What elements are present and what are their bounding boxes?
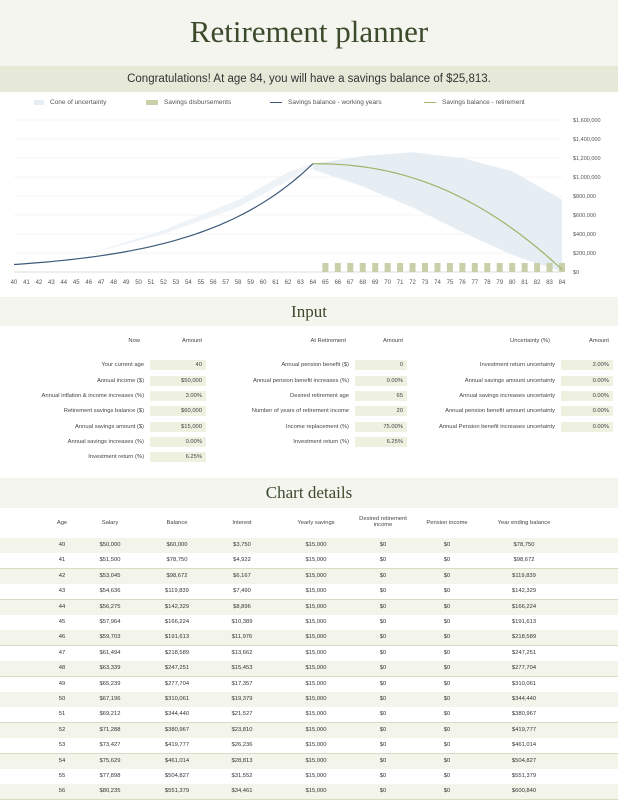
- table-cell: $80,235: [99, 788, 121, 795]
- cone-of-uncertainty: [313, 152, 562, 272]
- x-tick-label: 75: [446, 280, 454, 286]
- input-label: Annual savings amount ($): [75, 424, 144, 430]
- table-row: [0, 569, 618, 585]
- table-cell: $73,427: [99, 742, 121, 749]
- table-row: [0, 600, 618, 616]
- x-tick-label: 68: [359, 280, 367, 286]
- input-col2-header: At Retirement: [310, 338, 346, 344]
- table-cell: $21,527: [231, 711, 253, 718]
- table-header-cell: Salary: [101, 520, 119, 526]
- disbursement-bar: [347, 263, 353, 272]
- table-cell: $504,827: [164, 773, 190, 779]
- x-tick-label: 63: [297, 280, 304, 286]
- table-cell: $551,379: [511, 773, 537, 779]
- legend-retirement-label: Savings balance - retirement: [442, 99, 525, 106]
- table-cell: $59,703: [99, 634, 121, 641]
- input-label: Income replacement (%): [285, 424, 349, 430]
- table-cell: $0: [379, 711, 387, 718]
- page-title: Retirement planner: [189, 14, 429, 49]
- table-cell: $15,000: [305, 542, 327, 548]
- table-cell: $0: [443, 773, 451, 779]
- table-header-cell: Interest: [232, 520, 252, 526]
- x-tick-label: 76: [459, 280, 466, 286]
- x-tick-label: 69: [371, 280, 379, 286]
- table-cell: $191,613: [511, 619, 537, 625]
- table-cell: $78,750: [166, 557, 188, 564]
- input-value-field[interactable]: 20: [355, 406, 407, 416]
- x-tick-label: 50: [135, 280, 142, 286]
- table-cell: $0: [379, 665, 387, 672]
- table-cell: $380,967: [511, 711, 537, 718]
- table-cell: $0: [443, 619, 451, 625]
- table-cell: $166,224: [511, 603, 537, 610]
- table-cell: $56,275: [99, 603, 121, 610]
- x-tick-label: 72: [409, 280, 416, 286]
- x-tick-label: 74: [434, 280, 441, 286]
- legend-working-label: Savings balance - working years: [288, 99, 382, 106]
- congrats-banner: Congratulations! At age 84, you will have a savings balance of $25,813.: [0, 66, 618, 92]
- table-cell: $380,967: [164, 726, 190, 733]
- table-cell: $15,000: [305, 726, 327, 733]
- legend-cone-swatch: [34, 100, 44, 105]
- table-cell: $0: [443, 726, 451, 733]
- table-row: [0, 738, 618, 754]
- x-tick-label: 54: [185, 280, 192, 286]
- input-value-field[interactable]: 0.00%: [561, 391, 613, 401]
- table-row: [0, 707, 618, 723]
- table-cell: $50,000: [99, 542, 121, 548]
- legend-cone: [34, 99, 106, 106]
- legend-disbursements: [146, 99, 231, 106]
- table-cell: $6,167: [233, 572, 251, 579]
- working-balance-line: [14, 164, 313, 265]
- x-tick-label: 65: [322, 280, 329, 286]
- table-cell: $15,000: [305, 742, 327, 749]
- input-label: Annual pension benefit ($): [281, 362, 349, 368]
- table-row: [0, 784, 618, 800]
- table-cell: $26,236: [231, 742, 253, 749]
- table-header-cell: Pension income: [426, 520, 468, 526]
- x-tick-label: 61: [272, 280, 279, 286]
- table-cell: 55: [58, 773, 66, 779]
- legend-cone-label: Cone of uncertainty: [50, 99, 107, 106]
- table-cell: 56: [58, 788, 66, 795]
- input-value-field[interactable]: $15,000: [150, 422, 206, 432]
- x-tick-label: 58: [234, 280, 242, 286]
- x-tick-label: 49: [122, 280, 130, 286]
- table-cell: $75,629: [99, 757, 121, 764]
- input-col1-header: Now: [128, 338, 140, 344]
- table-cell: $69,212: [99, 711, 121, 718]
- input-section: [0, 326, 618, 470]
- x-tick-label: 52: [160, 280, 167, 286]
- disbursement-bar: [522, 263, 528, 272]
- table-cell: $17,357: [231, 680, 253, 687]
- disbursement-bar: [534, 263, 540, 272]
- disbursement-bar: [360, 263, 366, 272]
- table-header-cell: Yearly savings: [297, 520, 335, 526]
- table-cell: $15,000: [305, 649, 327, 656]
- y-tick-label: $0: [573, 270, 580, 276]
- table-cell: $0: [379, 557, 387, 564]
- table-cell: $0: [379, 572, 387, 579]
- table-cell: $504,827: [511, 757, 537, 764]
- table-cell: $0: [379, 742, 387, 749]
- table-header-cell: Year ending balance: [497, 520, 551, 526]
- table-cell: $67,196: [99, 696, 121, 702]
- disbursement-bar: [422, 263, 428, 272]
- details-table-header: [0, 508, 618, 538]
- input-value-field[interactable]: $50,000: [150, 376, 206, 386]
- table-cell: $28,813: [231, 757, 253, 764]
- table-row: [0, 692, 618, 708]
- table-cell: 53: [58, 742, 66, 749]
- table-cell: $98,672: [166, 572, 188, 579]
- table-cell: $54,636: [99, 588, 121, 595]
- table-row: [0, 584, 618, 600]
- x-tick-label: 80: [508, 280, 516, 286]
- input-value-field[interactable]: 6.25%: [355, 437, 407, 447]
- x-tick-label: 53: [172, 280, 180, 286]
- table-cell: $53,045: [99, 572, 121, 579]
- x-tick-label: 66: [334, 280, 342, 286]
- table-cell: $60,000: [166, 542, 188, 548]
- input-title: Input: [291, 302, 327, 321]
- table-row: [0, 538, 618, 554]
- table-cell: 48: [58, 665, 66, 672]
- table-cell: $15,000: [305, 619, 327, 625]
- table-cell: 54: [58, 757, 66, 764]
- x-tick-label: 84: [558, 280, 566, 286]
- x-tick-label: 60: [259, 280, 267, 286]
- table-cell: $142,329: [164, 603, 190, 610]
- x-tick-label: 64: [309, 280, 317, 286]
- table-row: [0, 769, 618, 785]
- table-cell: $0: [443, 572, 451, 579]
- table-cell: $0: [443, 588, 451, 595]
- table-cell: 47: [58, 649, 66, 656]
- table-cell: $461,014: [164, 757, 190, 764]
- table-header-cell: Desired retirement income: [359, 516, 407, 528]
- disbursement-bar: [434, 263, 440, 272]
- legend-disbursements-swatch: [146, 100, 158, 105]
- table-cell: $247,251: [164, 665, 190, 672]
- x-tick-label: 59: [247, 280, 254, 286]
- table-row: [0, 630, 618, 646]
- x-tick-label: 41: [23, 280, 30, 286]
- table-cell: $277,704: [164, 680, 190, 687]
- x-tick-label: 77: [471, 280, 479, 286]
- table-row: [0, 615, 618, 631]
- table-row: [0, 677, 618, 693]
- x-tick-label: 83: [546, 280, 553, 286]
- table-cell: 46: [58, 634, 66, 641]
- legend-retirement: [424, 99, 525, 106]
- input-label: Investment return uncertainty: [479, 362, 555, 368]
- disbursement-bar: [459, 263, 465, 272]
- table-cell: $142,329: [511, 588, 537, 595]
- x-tick-label: 56: [209, 280, 217, 286]
- table-cell: $551,379: [164, 788, 190, 795]
- x-tick-label: 57: [222, 280, 230, 286]
- disbursement-bar: [497, 263, 503, 272]
- table-cell: $13,662: [231, 649, 253, 656]
- table-cell: $461,014: [511, 742, 537, 749]
- x-tick-label: 81: [521, 280, 528, 286]
- table-cell: $0: [443, 680, 451, 687]
- table-cell: $419,777: [511, 726, 537, 733]
- disbursement-bar: [335, 263, 341, 272]
- table-row: [0, 646, 618, 662]
- table-cell: $61,494: [99, 649, 121, 656]
- table-cell: $0: [379, 542, 387, 548]
- table-cell: 44: [58, 603, 66, 610]
- input-value-field[interactable]: 6.25%: [150, 452, 206, 462]
- input-col3-amount-header: Amount: [589, 338, 609, 344]
- table-cell: $15,000: [305, 757, 327, 764]
- table-cell: 50: [58, 696, 66, 702]
- x-tick-label: 42: [35, 280, 43, 286]
- disbursement-bar: [397, 263, 403, 272]
- x-tick-label: 73: [421, 280, 429, 286]
- input-value-field[interactable]: 40: [150, 360, 206, 370]
- input-label: Annual Pension benefit increases uncertainty: [438, 424, 555, 430]
- table-cell: $600,840: [511, 788, 537, 795]
- table-cell: $0: [379, 696, 387, 702]
- table-cell: $57,964: [99, 619, 121, 625]
- table-cell: $15,000: [305, 711, 327, 718]
- table-cell: $3,750: [233, 542, 251, 548]
- disbursement-bar: [547, 263, 553, 272]
- x-tick-label: 82: [533, 280, 541, 286]
- input-value-field[interactable]: 0.00%: [561, 422, 613, 432]
- table-cell: $0: [443, 665, 451, 672]
- table-cell: $119,839: [165, 588, 189, 595]
- y-tick-label: $1,400,000: [573, 137, 601, 143]
- x-tick-label: 44: [60, 280, 68, 286]
- input-label: Annual pension benefit increases (%): [252, 378, 349, 384]
- table-cell: $0: [379, 634, 387, 641]
- table-cell: $15,000: [305, 588, 327, 595]
- chart-legend: [0, 96, 618, 112]
- input-label: Investment return (%): [88, 454, 144, 460]
- table-cell: $0: [443, 603, 451, 610]
- input-value-field[interactable]: 0: [355, 360, 407, 370]
- table-cell: $0: [443, 542, 451, 548]
- table-header-cell: Balance: [166, 520, 188, 526]
- table-cell: $419,777: [164, 742, 190, 749]
- x-tick-label: 62: [284, 280, 292, 286]
- x-tick-label: 40: [10, 280, 18, 286]
- table-cell: $15,000: [305, 665, 327, 672]
- input-value-field[interactable]: 65: [355, 391, 407, 401]
- input-value-field[interactable]: 0.00%: [561, 376, 613, 386]
- table-cell: $0: [443, 788, 451, 795]
- table-cell: $0: [443, 634, 451, 641]
- x-tick-label: 67: [346, 280, 354, 286]
- table-cell: $191,613: [164, 634, 190, 641]
- x-tick-label: 51: [147, 280, 155, 286]
- x-tick-label: 43: [48, 280, 55, 286]
- input-value-field[interactable]: $60,000: [150, 406, 206, 416]
- input-col1-amount-header: Amount: [182, 338, 202, 344]
- table-cell: $277,704: [511, 665, 537, 672]
- input-label: Annual pension benefit amount uncertainty: [445, 408, 555, 414]
- disbursement-bar: [447, 263, 453, 272]
- input-label: Number of years of retirement income: [251, 408, 349, 414]
- disbursement-bar: [472, 263, 478, 272]
- table-cell: $0: [443, 557, 451, 564]
- table-cell: $51,500: [99, 557, 121, 564]
- input-col2-amount-header: Amount: [383, 338, 403, 344]
- table-header-cell: Age: [56, 520, 68, 526]
- table-cell: $310,061: [164, 696, 190, 702]
- table-cell: $31,552: [231, 773, 253, 779]
- input-value-field[interactable]: 0.00%: [150, 437, 206, 447]
- table-cell: 40: [58, 542, 66, 548]
- table-cell: $0: [443, 711, 451, 718]
- input-label: Annual inflation & income increases (%): [41, 393, 144, 399]
- table-cell: $15,000: [305, 557, 327, 564]
- table-cell: $19,379: [231, 696, 253, 702]
- table-cell: $34,461: [231, 788, 253, 795]
- table-cell: $15,000: [305, 696, 327, 702]
- table-cell: $15,453: [231, 665, 253, 672]
- table-cell: $344,440: [511, 696, 537, 702]
- table-cell: $78,750: [513, 542, 535, 548]
- legend-retirement-swatch: [424, 102, 436, 104]
- table-cell: $11,976: [231, 634, 253, 641]
- input-value-field[interactable]: 0.00%: [355, 376, 407, 386]
- table-cell: $0: [379, 603, 387, 610]
- input-value-field[interactable]: 0.00%: [561, 406, 613, 416]
- x-tick-label: 71: [396, 280, 404, 286]
- x-tick-label: 55: [197, 280, 205, 286]
- y-tick-label: $1,600,000: [573, 118, 601, 124]
- table-cell: $7,490: [233, 588, 251, 595]
- table-cell: $0: [379, 788, 387, 795]
- table-cell: $0: [379, 757, 387, 764]
- table-cell: $15,000: [305, 572, 327, 579]
- input-label: Retirement savings balance ($): [63, 408, 144, 414]
- table-cell: $4,922: [233, 557, 251, 564]
- table-cell: $0: [379, 680, 387, 687]
- table-cell: $0: [443, 649, 451, 656]
- table-cell: $0: [443, 696, 451, 702]
- table-cell: $8,896: [233, 603, 251, 610]
- table-cell: $0: [379, 726, 387, 733]
- legend-working: [270, 99, 382, 106]
- details-title: Chart details: [265, 483, 353, 502]
- table-cell: $10,389: [231, 619, 253, 625]
- input-col3-header: Uncertainty (%): [510, 338, 550, 344]
- x-tick-label: 70: [384, 280, 391, 286]
- table-cell: $218,589: [511, 634, 537, 641]
- table-cell: 52: [58, 726, 66, 733]
- input-label: Desired retirement age: [290, 393, 349, 399]
- input-value-field[interactable]: 75.00%: [355, 422, 407, 432]
- table-cell: $0: [443, 757, 451, 764]
- y-tick-label: $600,000: [573, 213, 596, 219]
- table-row: [0, 661, 618, 677]
- x-tick-label: 78: [483, 280, 491, 286]
- table-cell: 51: [58, 711, 66, 718]
- x-tick-label: 46: [85, 280, 93, 286]
- table-cell: $15,000: [305, 634, 327, 641]
- disbursement-bar: [372, 263, 378, 272]
- table-cell: $0: [379, 588, 387, 595]
- table-cell: $166,224: [164, 619, 190, 625]
- y-tick-label: $400,000: [573, 232, 596, 238]
- x-tick-label: 79: [496, 280, 504, 286]
- input-label: Investment return (%): [293, 439, 349, 445]
- table-row: [0, 723, 618, 739]
- y-tick-label: $200,000: [573, 251, 596, 257]
- table-cell: $0: [379, 619, 387, 625]
- disbursement-bar: [322, 263, 328, 272]
- y-tick-label: $800,000: [573, 194, 596, 200]
- table-cell: 49: [58, 680, 66, 687]
- table-row: [0, 553, 618, 569]
- table-cell: 42: [58, 572, 66, 579]
- input-label: Annual savings increases (%): [67, 439, 144, 445]
- table-cell: $119,839: [512, 572, 536, 579]
- table-cell: $15,000: [305, 773, 327, 779]
- input-value-field[interactable]: 3.00%: [150, 391, 206, 401]
- x-tick-label: 48: [110, 280, 117, 286]
- input-label: Annual savings amount uncertainty: [464, 378, 555, 384]
- savings-chart: [0, 112, 618, 292]
- x-tick-label: 45: [72, 280, 80, 286]
- table-cell: $23,810: [231, 726, 253, 733]
- table-cell: 43: [58, 588, 66, 595]
- table-cell: 41: [58, 557, 66, 564]
- disbursement-bar: [484, 263, 490, 272]
- table-cell: $344,440: [164, 711, 190, 718]
- table-cell: $65,239: [99, 680, 121, 687]
- table-cell: $0: [379, 773, 387, 779]
- legend-disbursements-label: Savings disbursements: [164, 99, 232, 106]
- table-cell: $15,000: [305, 603, 327, 610]
- y-tick-label: $1,200,000: [573, 156, 601, 162]
- table-cell: $98,672: [513, 557, 535, 564]
- input-value-field[interactable]: 2.00%: [561, 360, 613, 370]
- table-cell: $63,339: [99, 665, 121, 672]
- y-tick-label: $1,000,000: [573, 175, 601, 181]
- x-tick-label: 47: [97, 280, 105, 286]
- input-label: Annual savings increases uncertainty: [459, 393, 555, 399]
- table-cell: $0: [443, 742, 451, 749]
- table-cell: $0: [379, 649, 387, 656]
- disbursement-bar: [410, 263, 416, 272]
- table-cell: 45: [58, 619, 66, 625]
- table-cell: $71,288: [99, 726, 121, 733]
- table-cell: $218,589: [164, 649, 190, 656]
- legend-working-swatch: [270, 102, 282, 104]
- input-label: Annual income ($): [96, 378, 144, 384]
- table-cell: $77,898: [99, 773, 121, 779]
- table-cell: $15,000: [305, 680, 327, 687]
- table-cell: $15,000: [305, 788, 327, 795]
- table-cell: $247,251: [511, 649, 537, 656]
- table-row: [0, 754, 618, 770]
- input-label: Your current age: [101, 362, 144, 368]
- disbursement-bar: [385, 263, 391, 272]
- disbursement-bar: [509, 263, 515, 272]
- table-cell: $310,061: [511, 680, 537, 687]
